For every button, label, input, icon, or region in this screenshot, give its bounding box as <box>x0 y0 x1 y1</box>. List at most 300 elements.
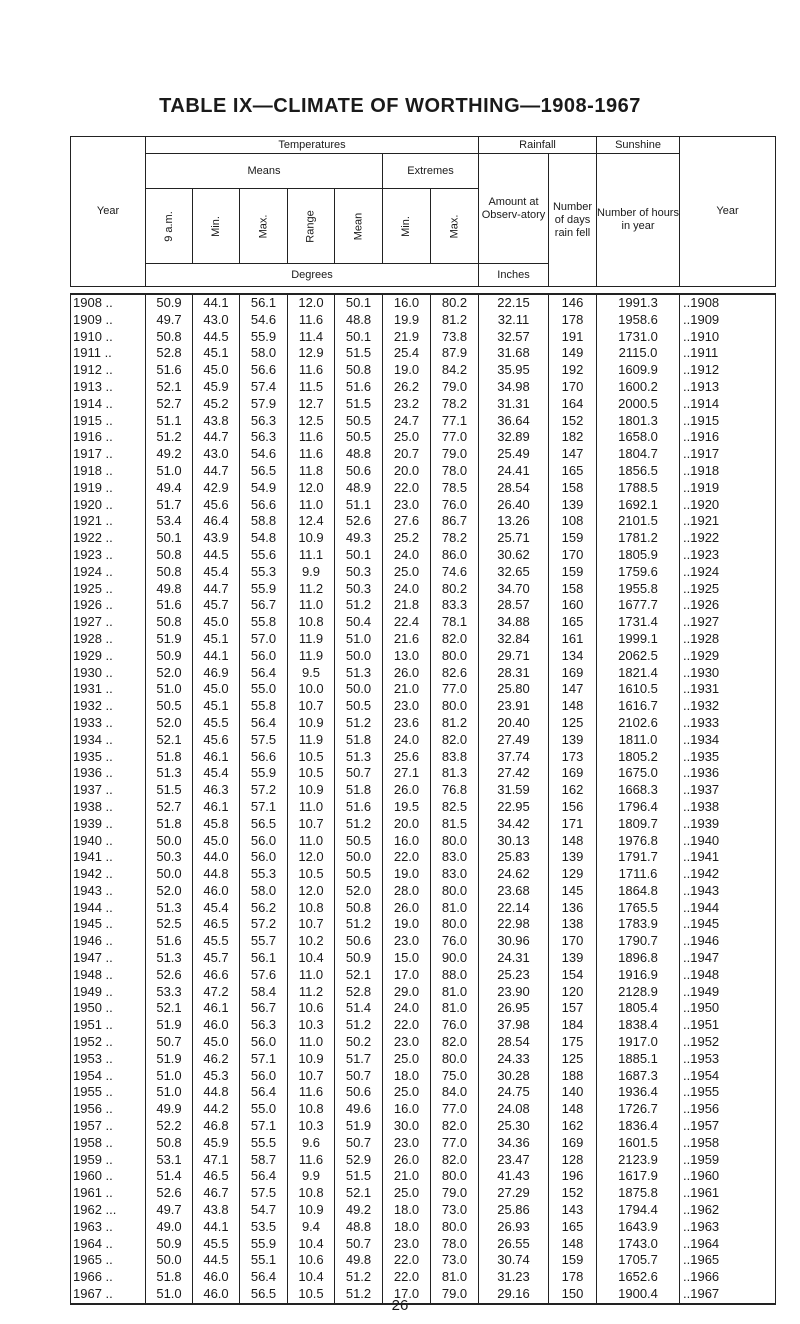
table-cell: 46.5 <box>193 916 240 933</box>
table-cell: 19.9 <box>383 312 431 329</box>
table-cell: 10.9 <box>288 530 335 547</box>
table-cell: 11.9 <box>288 631 335 648</box>
table-cell: 22.0 <box>383 1269 431 1286</box>
table-cell: 80.0 <box>431 1168 479 1185</box>
table-cell: 25.49 <box>479 446 549 463</box>
table-cell: 21.6 <box>383 631 431 648</box>
table-cell: ..1926 <box>680 597 776 614</box>
table-cell: 44.1 <box>193 294 240 312</box>
table-cell: 50.6 <box>335 933 383 950</box>
table-cell: 1915 .. <box>71 413 146 430</box>
table-cell: 52.7 <box>146 799 193 816</box>
table-row <box>71 429 776 446</box>
table-cell: 48.8 <box>335 1219 383 1236</box>
table-cell: 51.4 <box>146 1168 193 1185</box>
table-cell: 1924 .. <box>71 564 146 581</box>
header-max: Max. <box>240 189 288 264</box>
table-cell: 26.2 <box>383 379 431 396</box>
table-row <box>71 530 776 547</box>
table-cell: 9.5 <box>288 665 335 682</box>
table-cell: 1922 .. <box>71 530 146 547</box>
table-cell: 51.2 <box>335 1269 383 1286</box>
table-cell: 49.0 <box>146 1219 193 1236</box>
table-cell: 30.96 <box>479 933 549 950</box>
table-cell: 22.14 <box>479 900 549 917</box>
table-row <box>71 312 776 329</box>
table-row <box>71 782 776 799</box>
table-cell: 1805.4 <box>597 1000 680 1017</box>
table-cell: 2115.0 <box>597 345 680 362</box>
table-cell: 82.0 <box>431 631 479 648</box>
table-cell: 149 <box>549 345 597 362</box>
table-cell: 58.7 <box>240 1152 288 1169</box>
table-cell: 171 <box>549 816 597 833</box>
table-cell: 162 <box>549 782 597 799</box>
table-cell: ..1916 <box>680 429 776 446</box>
table-cell: 139 <box>549 497 597 514</box>
table-cell: ..1923 <box>680 547 776 564</box>
table-cell: 24.7 <box>383 413 431 430</box>
table-cell: 160 <box>549 597 597 614</box>
table-cell: 1958 .. <box>71 1135 146 1152</box>
table-cell: 13.0 <box>383 648 431 665</box>
table-cell: 45.1 <box>193 345 240 362</box>
table-row <box>71 849 776 866</box>
header-sun-hours: Number of hours in year <box>597 154 680 287</box>
table-row <box>71 1051 776 1068</box>
header-rainfall: Rainfall <box>479 137 597 154</box>
table-cell: 184 <box>549 1017 597 1034</box>
table-cell: 10.9 <box>288 1051 335 1068</box>
table-cell: 182 <box>549 429 597 446</box>
table-cell: 1731.4 <box>597 614 680 631</box>
table-cell: 26.55 <box>479 1236 549 1253</box>
table-cell: ..1920 <box>680 497 776 514</box>
table-cell: 45.7 <box>193 597 240 614</box>
table-cell: 86.0 <box>431 547 479 564</box>
table-row <box>71 681 776 698</box>
table-cell: 21.0 <box>383 1168 431 1185</box>
table-cell: 152 <box>549 1185 597 1202</box>
table-cell: 83.8 <box>431 749 479 766</box>
table-cell: 50.9 <box>146 294 193 312</box>
table-cell: ..1917 <box>680 446 776 463</box>
table-cell: 45.9 <box>193 1135 240 1152</box>
table-cell: 45.5 <box>193 1236 240 1253</box>
header-amount: Amount at Observ-atory <box>479 154 549 264</box>
table-cell: 9.6 <box>288 1135 335 1152</box>
table-cell: 50.8 <box>146 329 193 346</box>
table-cell: 49.2 <box>335 1202 383 1219</box>
table-cell: ..1936 <box>680 765 776 782</box>
header-ext-min: Min. <box>383 189 431 264</box>
table-cell: 44.0 <box>193 849 240 866</box>
table-cell: 1668.3 <box>597 782 680 799</box>
table-cell: 196 <box>549 1168 597 1185</box>
table-cell: 11.6 <box>288 1084 335 1101</box>
table-cell: 29.71 <box>479 648 549 665</box>
table-cell: 36.64 <box>479 413 549 430</box>
table-cell: ..1932 <box>680 698 776 715</box>
table-cell: 32.84 <box>479 631 549 648</box>
table-cell: 159 <box>549 564 597 581</box>
table-cell: 50.9 <box>146 648 193 665</box>
table-cell: 41.43 <box>479 1168 549 1185</box>
header-rain-days: Number of days rain fell <box>549 154 597 287</box>
table-cell: 52.0 <box>335 883 383 900</box>
table-cell: 11.8 <box>288 463 335 480</box>
table-cell: 1864.8 <box>597 883 680 900</box>
table-cell: 56.3 <box>240 413 288 430</box>
table-cell: 10.5 <box>288 1286 335 1304</box>
table-cell: 1652.6 <box>597 1269 680 1286</box>
table-cell: 51.2 <box>335 597 383 614</box>
table-cell: 15.0 <box>383 950 431 967</box>
table-cell: 50.0 <box>146 866 193 883</box>
table-cell: 1836.4 <box>597 1118 680 1135</box>
table-cell: 1912 .. <box>71 362 146 379</box>
table-cell: 50.3 <box>335 581 383 598</box>
table-cell: 46.1 <box>193 749 240 766</box>
table-cell: 51.0 <box>146 681 193 698</box>
table-cell: 134 <box>549 648 597 665</box>
table-cell: 52.7 <box>146 396 193 413</box>
table-cell: 11.0 <box>288 833 335 850</box>
table-row <box>71 732 776 749</box>
table-cell: 28.0 <box>383 883 431 900</box>
table-cell: 51.1 <box>146 413 193 430</box>
table-cell: 20.0 <box>383 463 431 480</box>
table-cell: 54.7 <box>240 1202 288 1219</box>
table-cell: 1743.0 <box>597 1236 680 1253</box>
table-row <box>71 698 776 715</box>
table-cell: 1609.9 <box>597 362 680 379</box>
table-cell: 56.0 <box>240 648 288 665</box>
table-cell: ..1924 <box>680 564 776 581</box>
table-cell: 24.0 <box>383 581 431 598</box>
table-cell: 1801.3 <box>597 413 680 430</box>
table-cell: 10.3 <box>288 1118 335 1135</box>
table-cell: 139 <box>549 732 597 749</box>
table-cell: 25.80 <box>479 681 549 698</box>
table-cell: 51.2 <box>335 1017 383 1034</box>
table-row <box>71 345 776 362</box>
table-cell: 45.1 <box>193 698 240 715</box>
table-cell: 2062.5 <box>597 648 680 665</box>
table-cell: 169 <box>549 665 597 682</box>
table-cell: 43.8 <box>193 1202 240 1219</box>
table-cell: 1957 .. <box>71 1118 146 1135</box>
table-cell: 165 <box>549 463 597 480</box>
table-cell: 1896.8 <box>597 950 680 967</box>
table-cell: 80.0 <box>431 916 479 933</box>
table-cell: 55.8 <box>240 614 288 631</box>
table-cell: 45.5 <box>193 933 240 950</box>
table-cell: 55.5 <box>240 1135 288 1152</box>
header-min: Min. <box>193 189 240 264</box>
table-cell: 50.7 <box>335 765 383 782</box>
table-cell: 82.5 <box>431 799 479 816</box>
table-cell: 50.8 <box>335 900 383 917</box>
table-cell: 50.8 <box>146 564 193 581</box>
table-cell: 26.40 <box>479 497 549 514</box>
table-cell: 73.0 <box>431 1202 479 1219</box>
table-row <box>71 362 776 379</box>
table-cell: 80.0 <box>431 648 479 665</box>
table-cell: ..1914 <box>680 396 776 413</box>
table-cell: 23.47 <box>479 1152 549 1169</box>
table-cell: 152 <box>549 413 597 430</box>
table-cell: 28.54 <box>479 1034 549 1051</box>
table-cell: 148 <box>549 1101 597 1118</box>
table-cell: 81.3 <box>431 765 479 782</box>
table-cell: 178 <box>549 1269 597 1286</box>
table-cell: 1999.1 <box>597 631 680 648</box>
table-cell: ..1951 <box>680 1017 776 1034</box>
table-cell: 51.7 <box>146 497 193 514</box>
table-cell: 158 <box>549 480 597 497</box>
table-cell: ..1964 <box>680 1236 776 1253</box>
table-cell: 23.90 <box>479 984 549 1001</box>
table-cell: 1956 .. <box>71 1101 146 1118</box>
table-cell: 80.0 <box>431 1219 479 1236</box>
table-cell: ..1946 <box>680 933 776 950</box>
table-cell: ..1959 <box>680 1152 776 1169</box>
table-cell: 1976.8 <box>597 833 680 850</box>
table-cell: 51.0 <box>335 631 383 648</box>
table-cell: 56.1 <box>240 950 288 967</box>
table-cell: 52.1 <box>335 967 383 984</box>
table-cell: 49.2 <box>146 446 193 463</box>
table-cell: 178 <box>549 312 597 329</box>
table-cell: 23.91 <box>479 698 549 715</box>
table-row <box>71 900 776 917</box>
table-cell: 2101.5 <box>597 513 680 530</box>
table-cell: 30.0 <box>383 1118 431 1135</box>
table-cell: 12.0 <box>288 849 335 866</box>
table-cell: 51.0 <box>146 463 193 480</box>
table-cell: 27.29 <box>479 1185 549 1202</box>
table-cell: 154 <box>549 967 597 984</box>
table-cell: 27.42 <box>479 765 549 782</box>
table-cell: 11.9 <box>288 732 335 749</box>
table-cell: 20.7 <box>383 446 431 463</box>
table-cell: 56.3 <box>240 1017 288 1034</box>
table-cell: 52.6 <box>335 513 383 530</box>
table-cell: 82.0 <box>431 1034 479 1051</box>
table-cell: 37.74 <box>479 749 549 766</box>
header-extremes: Extremes <box>383 154 479 189</box>
table-cell: 26.93 <box>479 1219 549 1236</box>
table-cell: 45.6 <box>193 732 240 749</box>
table-cell: 43.9 <box>193 530 240 547</box>
table-row <box>71 564 776 581</box>
table-cell: 56.4 <box>240 1168 288 1185</box>
table-cell: 53.1 <box>146 1152 193 1169</box>
table-cell: 56.4 <box>240 1084 288 1101</box>
table-cell: 18.0 <box>383 1068 431 1085</box>
table-cell: 53.5 <box>240 1219 288 1236</box>
table-cell: 56.5 <box>240 463 288 480</box>
table-cell: 48.8 <box>335 446 383 463</box>
table-cell: 81.2 <box>431 312 479 329</box>
table-cell: 12.5 <box>288 413 335 430</box>
table-cell: 50.2 <box>335 1034 383 1051</box>
table-cell: 50.7 <box>335 1135 383 1152</box>
table-cell: 2123.9 <box>597 1152 680 1169</box>
table-cell: 79.0 <box>431 379 479 396</box>
table-cell: 2000.5 <box>597 396 680 413</box>
table-cell: 1955 .. <box>71 1084 146 1101</box>
table-cell: 10.5 <box>288 765 335 782</box>
table-row <box>71 916 776 933</box>
table-cell: 22.4 <box>383 614 431 631</box>
table-cell: 145 <box>549 883 597 900</box>
table-cell: 1805.2 <box>597 749 680 766</box>
table-cell: 56.0 <box>240 1034 288 1051</box>
table-cell: 25.0 <box>383 429 431 446</box>
table-cell: 44.7 <box>193 429 240 446</box>
table-row <box>71 984 776 1001</box>
header-mean: Mean <box>335 189 383 264</box>
table-cell: 78.0 <box>431 463 479 480</box>
table-cell: 48.8 <box>335 312 383 329</box>
table-cell: 46.5 <box>193 1168 240 1185</box>
table-cell: 1955.8 <box>597 581 680 598</box>
table-cell: 10.4 <box>288 1236 335 1253</box>
table-cell: 147 <box>549 681 597 698</box>
table-cell: 77.1 <box>431 413 479 430</box>
table-cell: 10.2 <box>288 933 335 950</box>
table-cell: 164 <box>549 396 597 413</box>
table-cell: 56.5 <box>240 816 288 833</box>
table-cell: 120 <box>549 984 597 1001</box>
table-row <box>71 749 776 766</box>
table-cell: 1885.1 <box>597 1051 680 1068</box>
table-cell: 57.4 <box>240 379 288 396</box>
table-cell: 192 <box>549 362 597 379</box>
table-cell: 42.9 <box>193 480 240 497</box>
table-cell: 58.0 <box>240 883 288 900</box>
table-cell: 1926 .. <box>71 597 146 614</box>
table-cell: ..1910 <box>680 329 776 346</box>
table-cell: 78.2 <box>431 530 479 547</box>
table-cell: 1919 .. <box>71 480 146 497</box>
table-cell: ..1956 <box>680 1101 776 1118</box>
table-cell: 30.28 <box>479 1068 549 1085</box>
table-cell: 49.8 <box>146 581 193 598</box>
table-cell: 35.95 <box>479 362 549 379</box>
table-cell: ..1930 <box>680 665 776 682</box>
table-cell: 77.0 <box>431 681 479 698</box>
table-cell: 1726.7 <box>597 1101 680 1118</box>
table-cell: 11.0 <box>288 497 335 514</box>
table-cell: 1917 .. <box>71 446 146 463</box>
table-cell: 80.0 <box>431 1051 479 1068</box>
table-cell: 27.49 <box>479 732 549 749</box>
table-cell: ..1909 <box>680 312 776 329</box>
table-cell: 46.0 <box>193 1017 240 1034</box>
table-cell: 76.0 <box>431 933 479 950</box>
table-cell: ..1966 <box>680 1269 776 1286</box>
table-cell: 11.1 <box>288 547 335 564</box>
table-cell: 52.1 <box>146 379 193 396</box>
table-cell: 1675.0 <box>597 765 680 782</box>
table-cell: 169 <box>549 765 597 782</box>
table-cell: 50.0 <box>335 849 383 866</box>
table-cell: 27.6 <box>383 513 431 530</box>
table-cell: 1658.0 <box>597 429 680 446</box>
table-cell: 191 <box>549 329 597 346</box>
table-cell: 1940 .. <box>71 833 146 850</box>
table-cell: 51.2 <box>335 916 383 933</box>
table-cell: 77.0 <box>431 429 479 446</box>
table-cell: 1934 .. <box>71 732 146 749</box>
header-year-right: Year <box>680 137 776 287</box>
table-cell: ..1922 <box>680 530 776 547</box>
table-cell: 49.4 <box>146 480 193 497</box>
table-cell: 159 <box>549 530 597 547</box>
table-row <box>71 631 776 648</box>
table-cell: 1920 .. <box>71 497 146 514</box>
table-cell: 21.0 <box>383 681 431 698</box>
table-cell: 1600.2 <box>597 379 680 396</box>
table-cell: 169 <box>549 1135 597 1152</box>
table-cell: 24.31 <box>479 950 549 967</box>
table-cell: 57.5 <box>240 1185 288 1202</box>
table-cell: 25.30 <box>479 1118 549 1135</box>
table-cell: 1908 .. <box>71 294 146 312</box>
table-cell: 25.6 <box>383 749 431 766</box>
header-9am: 9 a.m. <box>146 189 193 264</box>
table-cell: 51.3 <box>335 749 383 766</box>
table-cell: 23.0 <box>383 1236 431 1253</box>
table-cell: 10.6 <box>288 1000 335 1017</box>
table-cell: 43.0 <box>193 446 240 463</box>
table-cell: 52.1 <box>335 1185 383 1202</box>
table-row <box>71 950 776 967</box>
table-cell: 51.6 <box>335 799 383 816</box>
table-row <box>71 648 776 665</box>
table-cell: ..1918 <box>680 463 776 480</box>
table-cell: 1949 .. <box>71 984 146 1001</box>
table-cell: 148 <box>549 833 597 850</box>
table-cell: 1783.9 <box>597 916 680 933</box>
table-cell: ..1945 <box>680 916 776 933</box>
table-cell: 52.8 <box>146 345 193 362</box>
table-cell: 21.8 <box>383 597 431 614</box>
table-cell: 23.0 <box>383 1034 431 1051</box>
table-cell: ..1961 <box>680 1185 776 1202</box>
table-cell: 82.0 <box>431 732 479 749</box>
table-cell: 1796.4 <box>597 799 680 816</box>
table-cell: 54.9 <box>240 480 288 497</box>
table-cell: 49.8 <box>335 1252 383 1269</box>
table-cell: 45.7 <box>193 950 240 967</box>
table-cell: 50.9 <box>335 950 383 967</box>
table-cell: 10.7 <box>288 816 335 833</box>
table-row <box>71 1236 776 1253</box>
table-cell: 52.0 <box>146 883 193 900</box>
table-cell: 31.68 <box>479 345 549 362</box>
table-cell: 156 <box>549 799 597 816</box>
table-cell: 55.8 <box>240 698 288 715</box>
table-cell: ..1929 <box>680 648 776 665</box>
table-cell: 1927 .. <box>71 614 146 631</box>
header-ext-max: Max. <box>431 189 479 264</box>
table-cell: 1917.0 <box>597 1034 680 1051</box>
table-cell: 1916.9 <box>597 967 680 984</box>
